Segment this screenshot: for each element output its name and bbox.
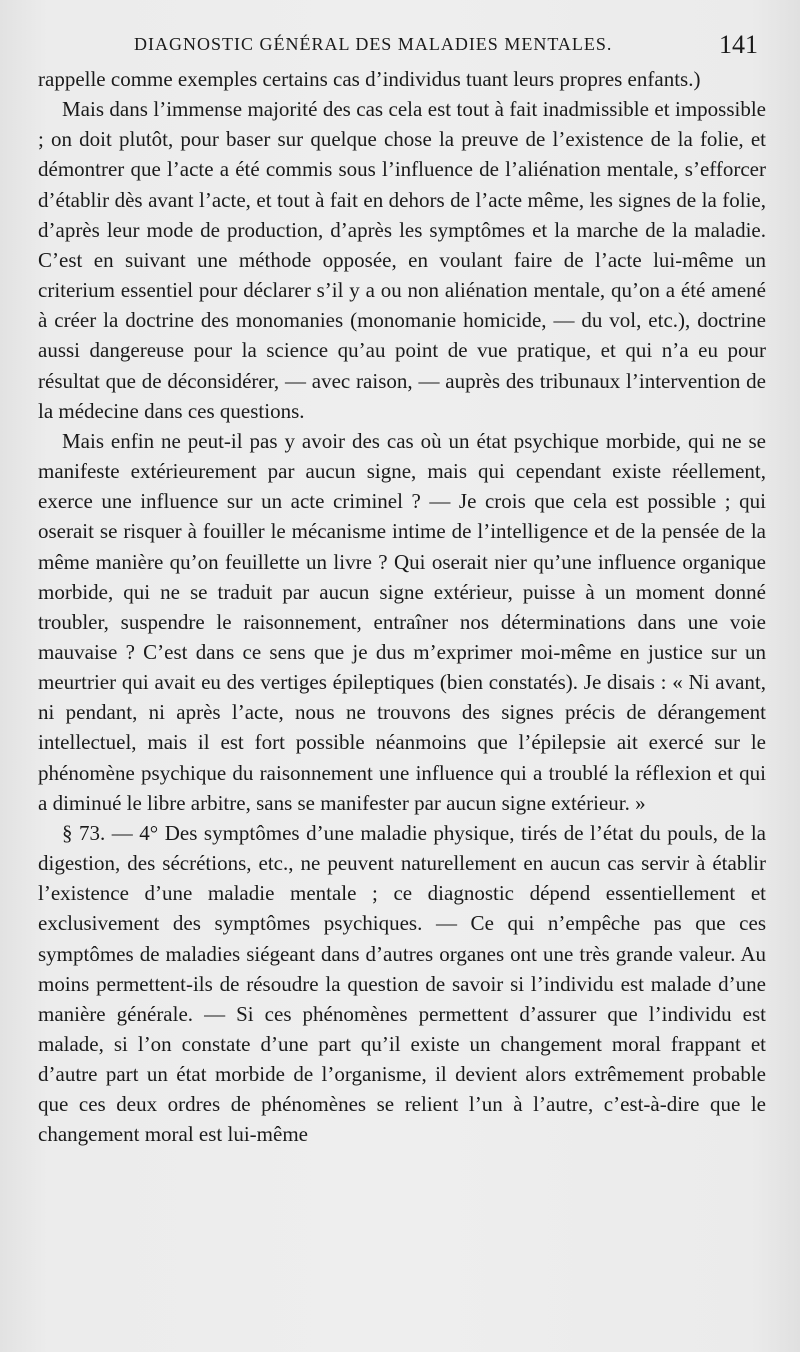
paragraph-epilepsy-case: Mais enfin ne peut-il pas y avoir des cas où un état psychique morbide, qui ne se manifeste extérieurement par aucun signe, mais qui cependant existe réellement, exerce une influence sur un acte criminel ? — Je crois que cela est possible ; qui oserait se risquer à fouiller le mécanisme intime de l’intelligence et de la pensée de la même manière qu’on feuillette un livre ? Qui oserait nier qu’une influence organique morbide, qui ne se traduit par aucun signe extérieur, puisse à un moment donné troubler, suspendre le raisonnement, entraîner nos déterminations dans une voie mauvaise ? C’est dans ce sens que je dus m’exprimer moi-même en justice sur un meurtrier qui avait eu des vertiges épileptiques (bien constatés). Je disais : « Ni avant, ni pendant, ni après l’acte, nous ne trouvons des signes précis de dérangement intellectuel, mais il est fort possible néanmoins que l’épilepsie ait exercé sur le phénomène psychique du raisonnement une influence qui a troublé la réflexion et qui a diminué le libre arbitre, sans se manifester par aucun signe extérieur. » [38,428,766,815]
running-title: DIAGNOSTIC GÉNÉRAL DES MALADIES MENTALES. [134,34,613,54]
running-header [38,30,758,62]
paragraph-section-73: § 73. — 4° Des symptômes d’une maladie physique, tirés de l’état du pouls, de la digestion, des sécrétions, etc., ne peuvent naturellement en aucun cas servir à établir l’existence d’une maladie mentale ; ce diagnostic dépend essentiellement et exclusivement des symptômes psychiques. — Ce qui n’empêche pas que ces symptômes de maladies siégeant dans d’autres organes ont une très grande valeur. Au moins permettent-ils de résoudre la question de savoir si l’individu est malade d’une manière générale. — Si ces phénomènes permettent d’assurer que l’individu est malade, si l’on constate d’une part qu’il existe un changement moral frappant et d’autre part un état morbide de l’organisme, il devient alors extrêmement probable que ces deux ordres de phénomènes se relient l’un à l’autre, c’est-à-dire que le changement moral est lui-même [38,820,766,1147]
paragraph-continuation: rappelle comme exemples certains cas d’individus tuant leurs propres enfants.) [38,67,701,91]
paragraph-monomania-doctrine: Mais dans l’immense majorité des cas cela est tout à fait inadmissible et impossible ; on doit plutôt, pour baser sur quelque chose la preuve de l’existence de la folie, et démontrer que l’acte a été commis sous l’influence de l’aliénation mentale, s’efforcer d’établir dès avant l’acte, et tout à fait en dehors de l’acte même, les signes de la folie, d’après leur mode de production, d’après les symptômes et la marche de la maladie. C’est en suivant une méthode opposée, en voulant faire de l’acte lui-même un criterium essentiel pour déclarer s’il y a ou non aliénation mentale, qu’on a été amené à créer la doctrine des monomanies (monomanie homicide, — du vol, etc.), doctrine aussi dangereuse pour la science qu’au point de vue pratique, et qui n’a eu pour résultat que de déconsidérer, — avec raison, — auprès des tribunaux l’intervention de la médecine dans ces questions. [38,97,766,423]
page-number: 141 [719,30,758,59]
body-text [38,64,766,1150]
